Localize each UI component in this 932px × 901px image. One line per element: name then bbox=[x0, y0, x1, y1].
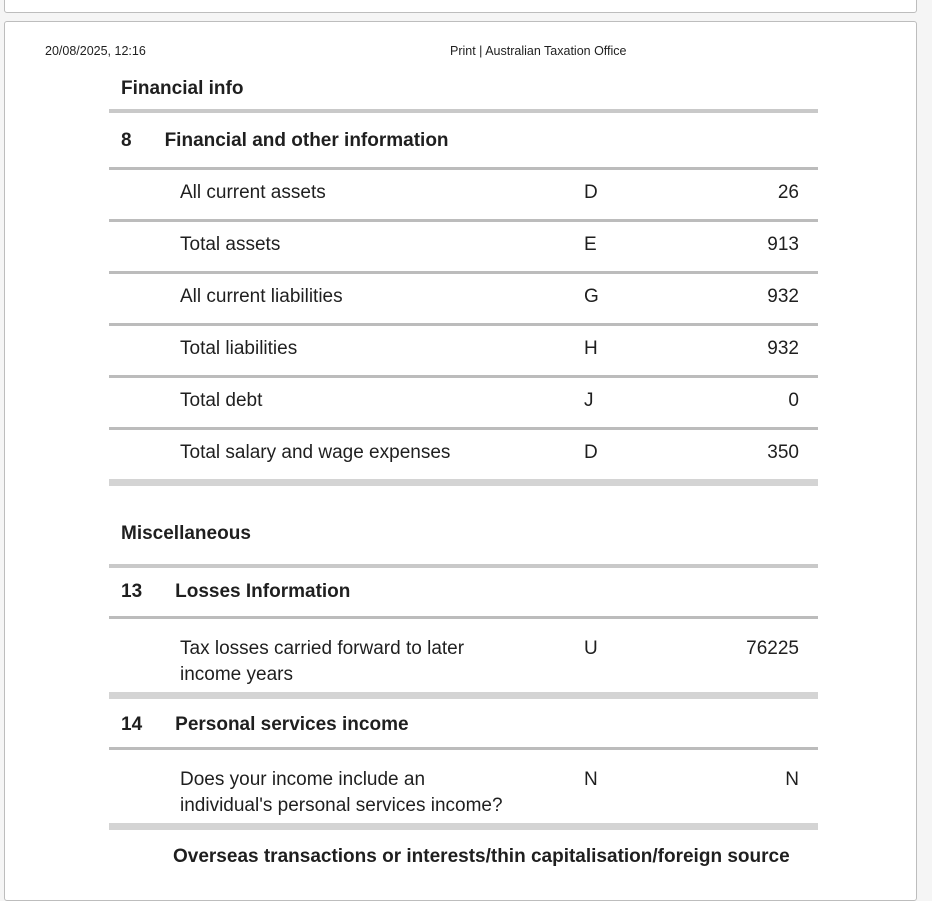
row-value: 932 bbox=[767, 338, 799, 359]
group-heading-miscellaneous: Miscellaneous bbox=[121, 523, 251, 544]
browser-chrome-box bbox=[4, 0, 917, 13]
report-content bbox=[109, 78, 818, 868]
table-row bbox=[109, 750, 818, 823]
row-label: Total assets bbox=[180, 234, 281, 255]
row-code: N bbox=[584, 769, 598, 790]
print-header bbox=[5, 22, 916, 78]
row-label: Tax losses carried forward to later income years bbox=[180, 638, 465, 685]
row-code: D bbox=[584, 442, 598, 463]
print-preview-page bbox=[4, 21, 917, 901]
table-row bbox=[109, 274, 818, 323]
table-row bbox=[109, 222, 818, 271]
row-label: Total debt bbox=[180, 390, 263, 411]
row-value: 913 bbox=[767, 234, 799, 255]
section-title: Personal services income bbox=[175, 714, 409, 735]
table-row bbox=[109, 378, 818, 427]
row-code: D bbox=[584, 182, 598, 203]
divider bbox=[109, 564, 818, 568]
section-title: Financial and other information bbox=[164, 130, 449, 151]
row-label: Does your income include an individual's personal services income? bbox=[180, 769, 503, 816]
print-timestamp: 20/08/2025, 12:16 bbox=[45, 44, 146, 58]
row-label: All current assets bbox=[180, 182, 326, 203]
group-heading-overseas-transactions: Overseas transactions or interests/thin capitalisation/foreign source bbox=[173, 846, 790, 867]
row-value: N bbox=[785, 769, 799, 790]
row-value: 932 bbox=[767, 286, 799, 307]
table-row bbox=[109, 619, 818, 692]
row-code: E bbox=[584, 234, 597, 255]
row-value: 26 bbox=[777, 182, 799, 203]
row-value: 350 bbox=[767, 442, 799, 463]
table-row bbox=[109, 170, 818, 219]
row-label: Total liabilities bbox=[180, 338, 298, 359]
table-row bbox=[109, 430, 818, 479]
section-end-divider bbox=[109, 692, 818, 699]
row-label: All current liabilities bbox=[180, 286, 343, 307]
group-heading-financial-info: Financial info bbox=[121, 78, 244, 99]
row-value: 76225 bbox=[746, 638, 799, 659]
section-end-divider bbox=[109, 479, 818, 486]
section-header-13 bbox=[109, 581, 818, 603]
section-end-divider bbox=[109, 823, 818, 830]
section-number: 13 bbox=[121, 581, 143, 602]
section-number: 8 bbox=[121, 130, 132, 151]
section-number: 14 bbox=[121, 714, 143, 735]
table-row bbox=[109, 326, 818, 375]
divider bbox=[109, 109, 818, 113]
row-code: H bbox=[584, 338, 598, 359]
row-code: J bbox=[584, 390, 594, 411]
section-header-14 bbox=[109, 714, 818, 736]
row-code: U bbox=[584, 638, 598, 659]
document-title: Print | Australian Taxation Office bbox=[450, 44, 627, 58]
section-header-8 bbox=[109, 130, 818, 152]
row-value: 0 bbox=[788, 390, 799, 411]
row-code: G bbox=[584, 286, 599, 307]
section-title: Losses Information bbox=[175, 581, 351, 602]
row-label: Total salary and wage expenses bbox=[180, 442, 451, 463]
